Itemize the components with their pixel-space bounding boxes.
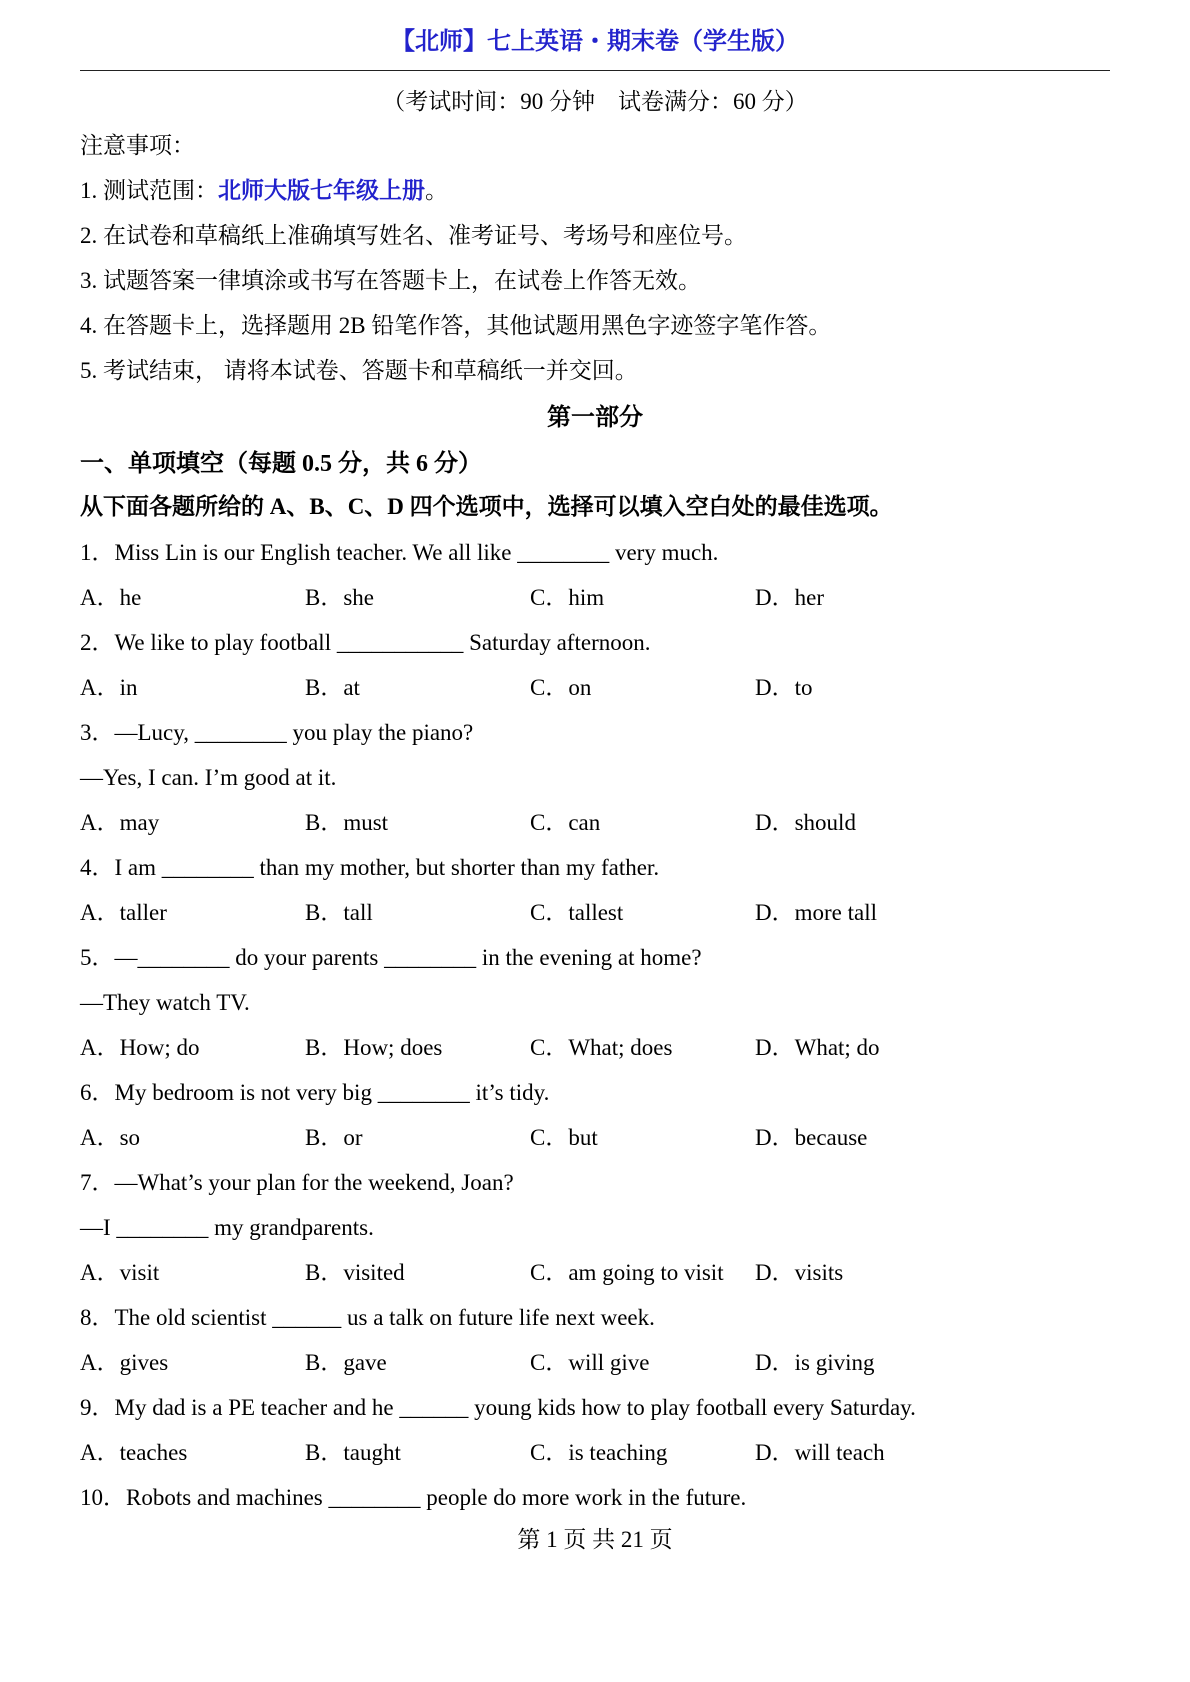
question-2 xyxy=(80,628,1110,702)
option-b: B．visited xyxy=(305,1260,405,1285)
option-b: B．gave xyxy=(305,1350,387,1375)
option-c: C．can xyxy=(530,810,601,835)
option-c: C．will give xyxy=(530,1350,650,1375)
header-divider xyxy=(80,70,1110,71)
option-d: D．What; do xyxy=(755,1035,880,1060)
note-item-1 xyxy=(80,176,1110,206)
question-8 xyxy=(80,1303,1110,1377)
option-c: C．him xyxy=(530,585,605,610)
option-d: D．visits xyxy=(755,1260,844,1285)
note-item-2: 2. 在试卷和草稿纸上准确填写姓名、准考证号、考场号和座位号。 xyxy=(80,223,747,248)
question-options xyxy=(80,808,1110,837)
note-item-5: 5. 考试结束， 请将本试卷、答题卡和草稿纸一并交回。 xyxy=(80,358,638,383)
question-stem: 5．—________ do your parents ________ in the evening at home? xyxy=(80,945,702,970)
question-stem: 4．I am ________ than my mother, but shorter than my father. xyxy=(80,855,660,880)
question-stem: 3．—Lucy, ________ you play the piano? xyxy=(80,720,474,745)
question-options xyxy=(80,1123,1110,1152)
question-5 xyxy=(80,943,1110,1062)
option-c: C．but xyxy=(530,1125,598,1150)
option-b: B．she xyxy=(305,585,374,610)
option-d: D．more tall xyxy=(755,900,877,925)
note-item-4: 4. 在答题卡上，选择题用 2B 铅笔作答，其他试题用黑色字迹签字笔作答。 xyxy=(80,313,832,338)
question-options xyxy=(80,898,1110,927)
question-7 xyxy=(80,1168,1110,1287)
option-d: D．to xyxy=(755,675,813,700)
question-stem-line2: —Yes, I can. I’m good at it. xyxy=(80,765,337,790)
question-options xyxy=(80,1438,1110,1467)
question-1 xyxy=(80,538,1110,612)
option-d: D．will teach xyxy=(755,1440,885,1465)
option-d: D．because xyxy=(755,1125,868,1150)
question-stem: 7．—What’s your plan for the weekend, Joan? xyxy=(80,1170,514,1195)
section-title: 一、单项填空（每题 0.5 分，共 6 分） xyxy=(80,451,482,477)
note-1-prefix: 1. 测试范围： xyxy=(80,178,218,203)
question-options xyxy=(80,1258,1110,1287)
question-stem: 6．My bedroom is not very big ________ it’s tidy. xyxy=(80,1080,550,1105)
part-title: 第一部分 xyxy=(547,405,643,431)
page-title: 【北师】七上英语・期末卷（学生版） xyxy=(391,29,799,55)
question-stem: 2．We like to play football ___________ Saturday afternoon. xyxy=(80,630,651,655)
question-options xyxy=(80,583,1110,612)
question-options xyxy=(80,1348,1110,1377)
note-1-highlight: 北师大版七年级上册 xyxy=(218,178,425,203)
option-b: B．or xyxy=(305,1125,363,1150)
option-a: A．teaches xyxy=(80,1440,188,1465)
option-a: A．gives xyxy=(80,1350,169,1375)
option-a: A．visit xyxy=(80,1260,160,1285)
question-options xyxy=(80,673,1110,702)
notes-label: 注意事项： xyxy=(80,133,195,158)
option-b: B．must xyxy=(305,810,389,835)
option-c: C．is teaching xyxy=(530,1440,668,1465)
question-stem: 1．Miss Lin is our English teacher. We all like ________ very much. xyxy=(80,540,719,565)
note-1-suffix: 。 xyxy=(425,178,448,203)
option-a: A．he xyxy=(80,585,142,610)
question-4 xyxy=(80,853,1110,927)
option-d: D．should xyxy=(755,810,856,835)
option-c: C．tallest xyxy=(530,900,624,925)
option-c: C．on xyxy=(530,675,592,700)
note-item-3: 3. 试题答案一律填涂或书写在答题卡上，在试卷上作答无效。 xyxy=(80,268,701,293)
option-b: B．taught xyxy=(305,1440,401,1465)
question-10 xyxy=(80,1483,1110,1512)
page-footer: 第 1 页 共 21 页 xyxy=(517,1527,673,1552)
option-b: B．at xyxy=(305,675,360,700)
option-b: B．How; does xyxy=(305,1035,443,1060)
option-c: C．am going to visit xyxy=(530,1260,724,1285)
question-options xyxy=(80,1033,1110,1062)
option-a: A．taller xyxy=(80,900,167,925)
question-3 xyxy=(80,718,1110,837)
question-stem-line2: —They watch TV. xyxy=(80,990,250,1015)
question-stem-line2: —I ________ my grandparents. xyxy=(80,1215,374,1240)
option-d: D．her xyxy=(755,585,824,610)
option-a: A．How; do xyxy=(80,1035,200,1060)
option-a: A．so xyxy=(80,1125,141,1150)
question-stem: 8．The old scientist ______ us a talk on future life next week. xyxy=(80,1305,655,1330)
question-stem: 10．Robots and machines ________ people do more work in the future. xyxy=(80,1485,747,1510)
question-9 xyxy=(80,1393,1110,1467)
option-b: B．tall xyxy=(305,900,373,925)
option-a: A．may xyxy=(80,810,160,835)
exam-info-line: （考试时间：90 分钟 试卷满分：60 分） xyxy=(382,89,808,114)
option-c: C．What; does xyxy=(530,1035,673,1060)
question-6 xyxy=(80,1078,1110,1152)
question-stem: 9．My dad is a PE teacher and he ______ young kids how to play football every Saturday. xyxy=(80,1395,916,1420)
option-a: A．in xyxy=(80,675,138,700)
option-d: D．is giving xyxy=(755,1350,875,1375)
section-instruction: 从下面各题所给的 A、B、C、D 四个选项中，选择可以填入空白处的最佳选项。 xyxy=(80,494,893,519)
